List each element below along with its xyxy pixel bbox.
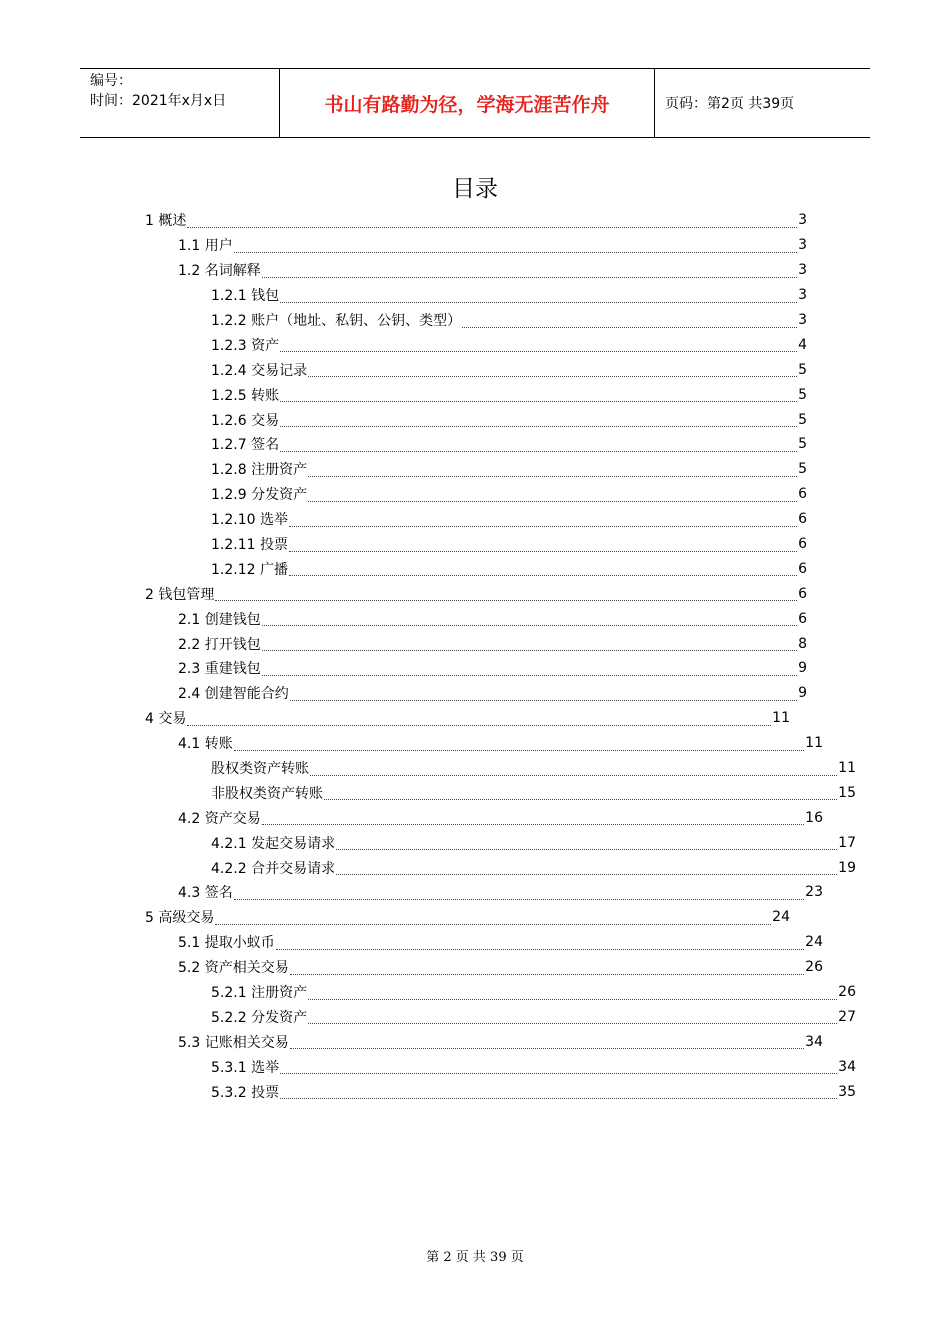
toc-entry-page: 5 — [798, 361, 807, 378]
toc-entry-label: 2.1 创建钱包 — [178, 611, 261, 628]
toc-entry-label: 1.2.2 账户（地址、私钥、公钥、类型） — [211, 313, 462, 329]
toc-entry-label: 5.3 记账相关交易 — [178, 1034, 289, 1051]
toc-entry-page: 9 — [798, 660, 807, 677]
toc-entry-page: 27 — [838, 1008, 856, 1025]
toc-entry-page: 3 — [798, 212, 807, 229]
toc-entry-page: 5 — [798, 411, 807, 428]
toc-entry-label: 4.1 转账 — [178, 736, 233, 753]
toc-entry[interactable] — [145, 1054, 856, 1079]
toc-entry[interactable] — [145, 432, 807, 457]
toc-entry-label: 5.2 资产相关交易 — [178, 960, 289, 977]
toc-entry-page: 6 — [798, 486, 807, 503]
toc-entry-page: 11 — [838, 760, 856, 777]
toc-leader-dots — [289, 537, 797, 552]
toc-entry[interactable] — [145, 606, 807, 631]
toc-entry-label: 1.2 名词解释 — [178, 263, 261, 280]
toc-entry-page: 3 — [798, 287, 807, 304]
toc-title: 目录 — [452, 176, 498, 202]
toc-entry[interactable] — [145, 980, 856, 1005]
toc-entry-label: 1.2.4 交易记录 — [211, 362, 308, 379]
toc-entry-page: 26 — [838, 984, 856, 1001]
toc-entry[interactable] — [145, 656, 807, 681]
toc-leader-dots — [262, 661, 797, 676]
toc-entry-page: 5 — [798, 436, 807, 453]
toc-leader-dots — [215, 586, 797, 601]
toc-entry[interactable] — [145, 308, 807, 333]
toc-entry-label: 1.2.12 广播 — [211, 561, 288, 578]
toc-entry-page: 3 — [798, 312, 807, 328]
toc-entry-label: 5.3.2 投票 — [211, 1084, 280, 1101]
toc-entry-page: 15 — [838, 784, 856, 801]
toc-entry-page: 16 — [805, 809, 823, 826]
toc-entry-label: 4 交易 — [145, 711, 187, 728]
toc-entry[interactable] — [145, 780, 856, 805]
toc-leader-dots — [276, 935, 804, 950]
page-footer: 第 2 页 共 39 页 — [426, 1250, 524, 1265]
toc-leader-dots — [308, 362, 797, 377]
toc-leader-dots — [234, 885, 804, 900]
toc-entry-label: 1.2.1 钱包 — [211, 288, 280, 305]
toc-entry-label: 4.2.1 发起交易请求 — [211, 835, 336, 852]
toc-entry[interactable] — [145, 532, 807, 557]
toc-entry-label: 4.3 签名 — [178, 885, 233, 902]
toc-entry-label: 1.2.5 转账 — [211, 387, 280, 404]
toc-entry-page: 3 — [798, 262, 807, 279]
toc-entry-label: 1.2.6 交易 — [211, 412, 280, 429]
toc-entry-label: 5.2.1 注册资产 — [211, 985, 308, 1002]
toc-entry-label: 4.2.2 合并交易请求 — [211, 860, 336, 877]
toc-entry-page: 9 — [798, 685, 807, 702]
toc-entry[interactable] — [145, 581, 807, 606]
toc-entry-label: 股权类资产转账 — [211, 761, 309, 778]
table-of-contents — [145, 208, 856, 1104]
toc-leader-dots — [308, 487, 797, 502]
toc-entry[interactable] — [145, 681, 807, 706]
toc-entry-page: 26 — [805, 959, 823, 976]
toc-entry-page: 6 — [798, 585, 807, 602]
toc-entry[interactable] — [145, 805, 823, 830]
toc-leader-dots — [234, 238, 797, 253]
toc-entry[interactable] — [145, 631, 807, 656]
toc-entry[interactable] — [145, 706, 790, 731]
toc-leader-dots — [215, 910, 771, 925]
toc-leader-dots — [280, 437, 797, 452]
toc-entry[interactable] — [145, 1029, 823, 1054]
toc-entry[interactable] — [145, 407, 807, 432]
toc-entry[interactable] — [145, 233, 807, 258]
time-label: 时间：2021年x月x日 — [90, 93, 227, 109]
toc-entry-label: 2.2 打开钱包 — [178, 636, 261, 653]
toc-entry-label: 1.2.9 分发资产 — [211, 487, 308, 504]
toc-entry-label: 5 高级交易 — [145, 910, 215, 927]
toc-leader-dots — [289, 512, 797, 527]
toc-entry-label: 1.2.8 注册资产 — [211, 462, 308, 479]
toc-entry[interactable] — [145, 283, 807, 308]
toc-entry-page: 23 — [805, 884, 823, 901]
toc-entry-label: 1.2.7 签名 — [211, 437, 280, 454]
toc-leader-dots — [280, 387, 797, 402]
toc-entry[interactable] — [145, 208, 807, 233]
toc-leader-dots — [280, 288, 797, 303]
toc-entry[interactable] — [145, 880, 823, 905]
toc-entry[interactable] — [145, 930, 823, 955]
toc-entry-label: 1.2.11 投票 — [211, 537, 288, 554]
toc-entry-page: 6 — [798, 511, 807, 528]
toc-entry-page: 8 — [798, 635, 807, 652]
toc-entry-label: 1.2.10 选举 — [211, 512, 288, 529]
toc-entry-label: 5.1 提取小蚁币 — [178, 935, 275, 952]
toc-leader-dots — [290, 960, 804, 975]
toc-entry[interactable] — [145, 1005, 856, 1030]
toc-entry[interactable] — [145, 332, 807, 357]
toc-leader-dots — [324, 785, 837, 800]
toc-entry[interactable] — [145, 357, 807, 382]
toc-leader-dots — [187, 711, 771, 726]
toc-entry-page: 24 — [805, 934, 823, 951]
page-header — [80, 68, 870, 138]
toc-entry[interactable] — [145, 731, 823, 756]
toc-leader-dots — [308, 985, 837, 1000]
toc-leader-dots — [234, 736, 804, 751]
toc-entry[interactable] — [145, 507, 807, 532]
toc-entry-page: 5 — [798, 386, 807, 403]
toc-entry-page: 17 — [838, 834, 856, 851]
header-meta — [80, 69, 280, 137]
toc-entry-page: 34 — [805, 1033, 823, 1050]
toc-leader-dots — [262, 636, 797, 651]
number-label: 编号： — [90, 73, 132, 89]
toc-entry-page: 19 — [838, 859, 856, 876]
toc-entry-page: 35 — [838, 1083, 856, 1100]
toc-leader-dots — [280, 337, 797, 352]
toc-leader-dots — [262, 611, 797, 626]
toc-leader-dots — [262, 810, 804, 825]
toc-entry[interactable] — [145, 556, 807, 581]
toc-leader-dots — [280, 1084, 837, 1099]
header-page-info: 页码：第2页 共39页 — [665, 96, 795, 112]
toc-entry[interactable] — [145, 258, 807, 283]
toc-leader-dots — [336, 860, 837, 875]
toc-entry-label: 1.2.3 资产 — [211, 337, 280, 354]
toc-entry-page: 6 — [798, 560, 807, 577]
toc-entry-page: 6 — [798, 610, 807, 627]
toc-leader-dots — [462, 313, 797, 328]
toc-entry-label: 5.2.2 分发资产 — [211, 1009, 308, 1026]
toc-entry-page: 11 — [805, 735, 823, 752]
toc-leader-dots — [280, 412, 797, 427]
toc-leader-dots — [187, 213, 797, 228]
toc-leader-dots — [280, 1059, 837, 1074]
toc-entry-label: 1.1 用户 — [178, 238, 233, 255]
toc-entry-label: 5.3.1 选举 — [211, 1059, 280, 1076]
toc-entry-page: 6 — [798, 536, 807, 553]
toc-entry[interactable] — [145, 756, 856, 781]
toc-leader-dots — [310, 761, 837, 776]
toc-leader-dots — [308, 1009, 837, 1024]
toc-leader-dots — [290, 1034, 804, 1049]
header-motto: 书山有路勤为径，学海无涯苦作舟 — [280, 69, 655, 137]
toc-entry-label: 1 概述 — [145, 213, 187, 230]
toc-entry-page: 11 — [772, 710, 790, 727]
toc-leader-dots — [336, 835, 837, 850]
toc-entry-label: 4.2 资产交易 — [178, 810, 261, 827]
toc-entry-page: 4 — [798, 336, 807, 353]
toc-entry[interactable] — [145, 382, 807, 407]
toc-entry[interactable] — [145, 855, 856, 880]
toc-entry[interactable] — [145, 905, 790, 930]
toc-leader-dots — [290, 686, 797, 701]
toc-leader-dots — [289, 561, 797, 576]
toc-entry-label: 非股权类资产转账 — [211, 785, 323, 802]
toc-entry[interactable] — [145, 955, 823, 980]
toc-entry[interactable] — [145, 830, 856, 855]
toc-entry[interactable] — [145, 482, 807, 507]
toc-entry-page: 24 — [772, 909, 790, 926]
toc-entry-page: 3 — [798, 237, 807, 254]
toc-entry[interactable] — [145, 457, 807, 482]
toc-leader-dots — [262, 263, 797, 278]
toc-entry[interactable] — [145, 1079, 856, 1104]
toc-entry-label: 2 钱包管理 — [145, 586, 215, 603]
toc-entry-page: 5 — [798, 461, 807, 478]
toc-leader-dots — [308, 462, 797, 477]
toc-entry-page: 34 — [838, 1058, 856, 1075]
toc-entry-label: 2.4 创建智能合约 — [178, 686, 289, 703]
toc-entry-label: 2.3 重建钱包 — [178, 661, 261, 678]
